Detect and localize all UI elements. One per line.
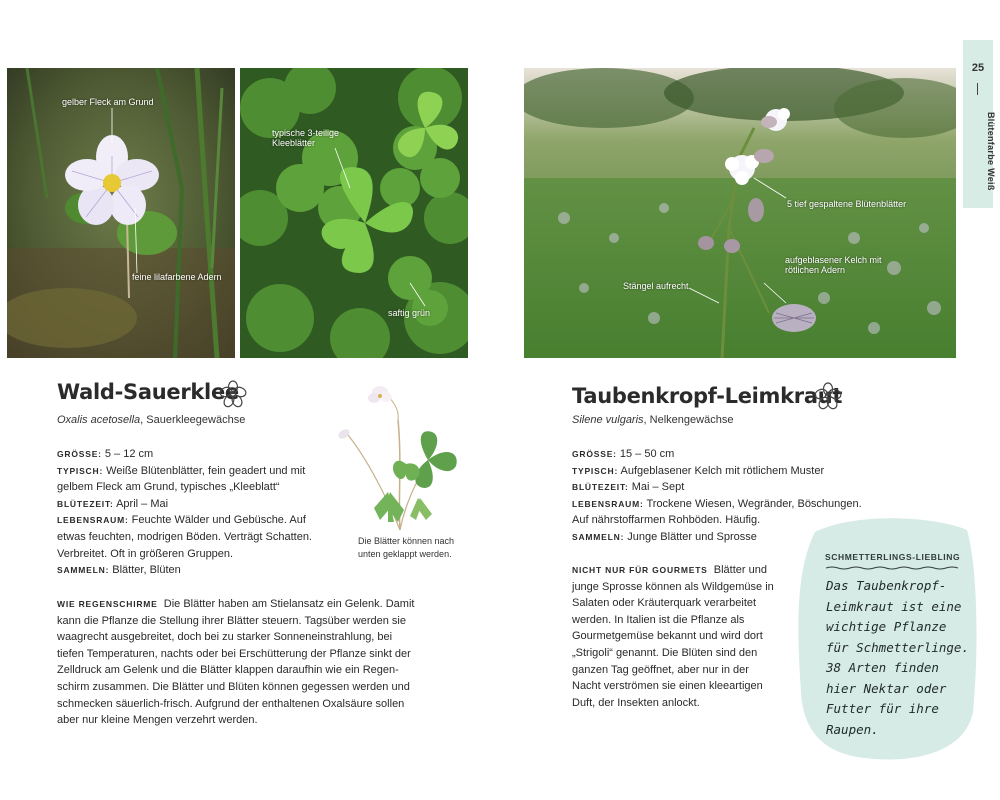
box-heading-underline [826,566,958,570]
fact-bloom: BLÜTEZEIT: April – Mai [57,497,169,510]
box-heading: SCHMETTERLINGS-LIEBLING [825,552,961,562]
fact-typical: TYPISCH: Weiße Blütenblätter, fein geadert und mit gelbem Fleck am Grund, typisches „Kleeblatt“ [57,464,306,494]
annotation-inflated-calyx: aufgeblasener Kelch mit rötlichen Adern [785,255,882,276]
annotation-split-petals: 5 tief gespaltene Blütenblätter [787,199,907,209]
annotation-juicy-green: saftig grün [388,308,431,318]
section-gourmets: NICHT NUR FÜR GOURMETS Blätter und junge Sprosse können als Wildgemüse in Salaten oder Kräuterquark verarbeitet werden. In Italien ist die Pflanze als Gourmetgemüse bekannt und wird dort „Strigoli“ genannt. Die Blüten sind den ganzen Tag geöffnet, aber nur in der Nacht verströmen sie einen kleeartigen Duft, der Insekten anlockt. [572,564,774,709]
annotation-yellow-spot: gelber Fleck am Grund [62,97,154,107]
annotation-upright-stem: Stängel aufrecht [623,281,689,291]
box-text: Das Taubenkropf-Leimkraut ist eine wichtige Pflanze für Schmetterlinge. 38 Arten finden hier Nektar oder Futter für ihre Raupen. [826,578,969,737]
subtitle-wood-sorrel: Oxalis acetosella, Sauerkleegewächse [57,414,246,426]
photo-clover-leaves [240,68,468,358]
tab-label: Blütenfarbe Weiß [986,112,996,191]
fact-size: GRÖSSE: 5 – 12 cm [57,448,154,460]
annotation-purple-veins: feine lilafarbene Adern [132,272,222,282]
page-number: 25 [971,62,985,74]
flower-icon [814,382,842,410]
photo-wood-sorrel-flower [7,68,235,358]
flower-icon [219,380,247,408]
subtitle-bladder-campion: Silene vulgaris, Nelkengewächse [572,414,734,426]
fact-habitat: LEBENSRAUM: Trockene Wiesen, Wegränder, Böschungen. Auf nährstoffarmen Rohböden. Häufig. [572,497,862,527]
section-umbrellas: WIE REGENSCHIRME Die Blätter haben am Stielansatz ein Gelenk. Damit kann die Pflanze die Stellung ihrer Blätter steuern. Tagsüber werden sie waagrecht ausgebreitet, doch bei zu starker Sonneneinstrahlung, bei tiefen Temperaturen, nachts oder bei Erschütterung der Pflanze sinkt der Zelldruck am Gelenk und die Blätter klappen daraufhin wie ein Regen- schirm zusammen. Die Blätter und Blüten können gegessen werden und schmecken säuerlich-frisch. Aufgrund der enthaltenen Oxalsäure sollen aber nur kleine Mengen verzehrt werden. [57,598,415,727]
fact-bloom: BLÜTEZEIT: Mai – Sept [572,481,685,494]
page-title-wood-sorrel: Wald-Sauerklee [57,380,239,404]
tab-divider [977,83,978,95]
fact-collect: SAMMELN: Blätter, Blüten [57,564,181,577]
fact-collect: SAMMELN: Junge Blätter und Sprosse [572,530,757,543]
fact-size: GRÖSSE: 15 – 50 cm [572,448,675,460]
illustration-caption: Die Blätter können nach unten geklappt werden. [358,536,455,559]
fact-habitat: LEBENSRAUM: Feuchte Wälder und Gebüsche. Auf etwas feuchten, modrigen Böden. Verträgt Schatten. Verbreitet. Oft in größeren Gruppen. [57,514,312,560]
facts-wood-sorrel [57,446,317,579]
annotation-three-part-leaves: typische 3-teilige Kleeblätter [272,128,340,149]
photo-bladder-campion [524,68,956,358]
wood-sorrel-illustration [328,380,468,532]
page-title-bladder-campion: Taubenkropf-Leimkraut [572,384,843,408]
fact-typical: TYPISCH: Aufgeblasener Kelch mit rötlichem Muster [572,464,825,477]
